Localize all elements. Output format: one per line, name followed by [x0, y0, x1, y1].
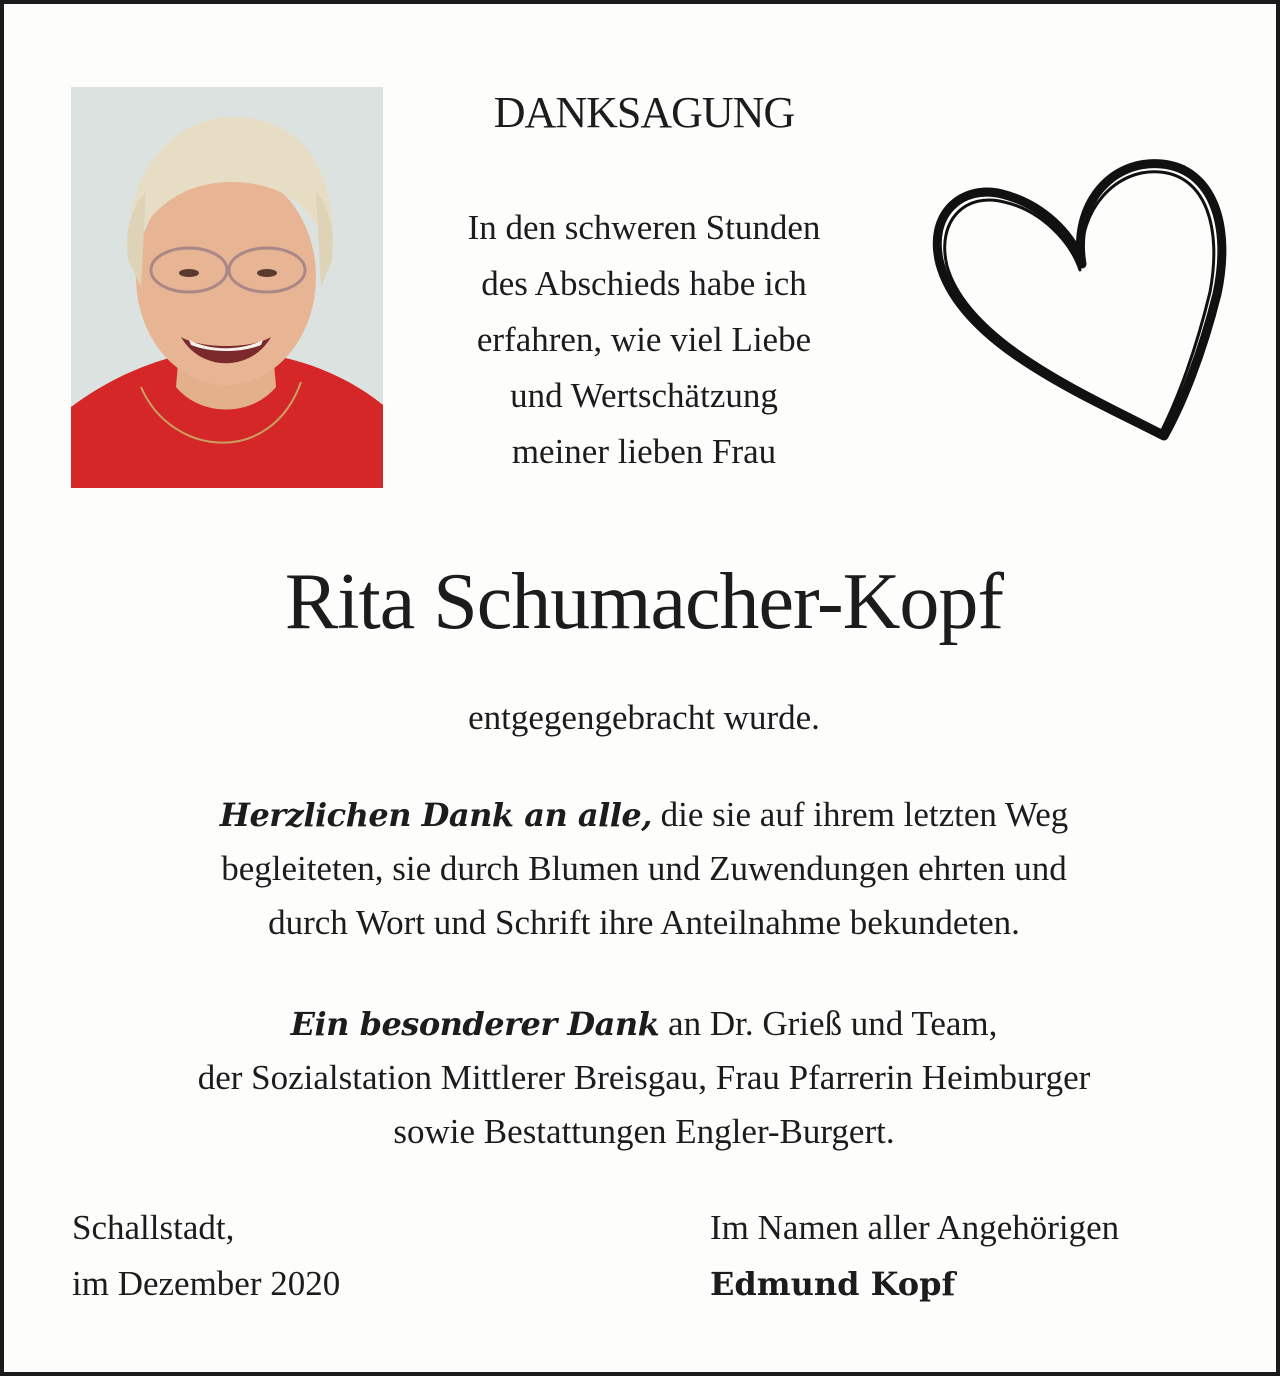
heart-outline-icon [922, 144, 1242, 454]
notice-heading: DANKSAGUNG [493, 88, 795, 137]
special-line-1 [44, 997, 1244, 1051]
on-behalf-line: Im Namen aller Angehörigen [710, 1208, 1120, 1247]
special-line-2: der Sozialstation Mittlerer Breisgau, Frau Pfarrerin Heimburger [197, 1058, 1091, 1097]
thanks-line-3: durch Wort und Schrift ihre Anteilnahme bekundeten. [268, 903, 1020, 942]
place-date [72, 1200, 572, 1312]
received-line: entgegengebracht wurde. [468, 698, 820, 737]
intro-line: erfahren, wie viel Liebe [476, 320, 812, 359]
intro-line: In den schweren Stunden [467, 208, 821, 247]
place: Schallstadt, [72, 1208, 235, 1247]
intro-line: des Abschieds habe ich [481, 264, 807, 303]
thanks-line-1-rest: die sie auf ihrem letzten Weg [651, 795, 1069, 834]
special-line-1-rest: an Dr. Grieß und Team, [659, 1004, 998, 1043]
thanks-paragraph [44, 788, 1244, 950]
intro-line: und Wertschätzung [510, 376, 778, 415]
signer-name: Edmund Kopf [710, 1265, 956, 1303]
special-thanks-paragraph [44, 997, 1244, 1159]
portrait-photo [71, 87, 383, 488]
special-emphasis: Ein besonderer Dank [290, 1005, 660, 1043]
intro-text [394, 200, 894, 480]
intro-line: meiner lieben Frau [511, 432, 777, 471]
special-line-3: sowie Bestattungen Engler-Burgert. [393, 1112, 895, 1151]
deceased-name: Rita Schumacher-Kopf [284, 558, 1004, 646]
thanks-line-2: begleiteten, sie durch Blumen und Zuwendungen ehrten und [221, 849, 1067, 888]
signature-block [710, 1200, 1250, 1312]
date: im Dezember 2020 [72, 1264, 341, 1303]
thanks-emphasis: Herzlichen Dank an alle, [219, 796, 652, 834]
thanks-line-1 [44, 788, 1244, 842]
